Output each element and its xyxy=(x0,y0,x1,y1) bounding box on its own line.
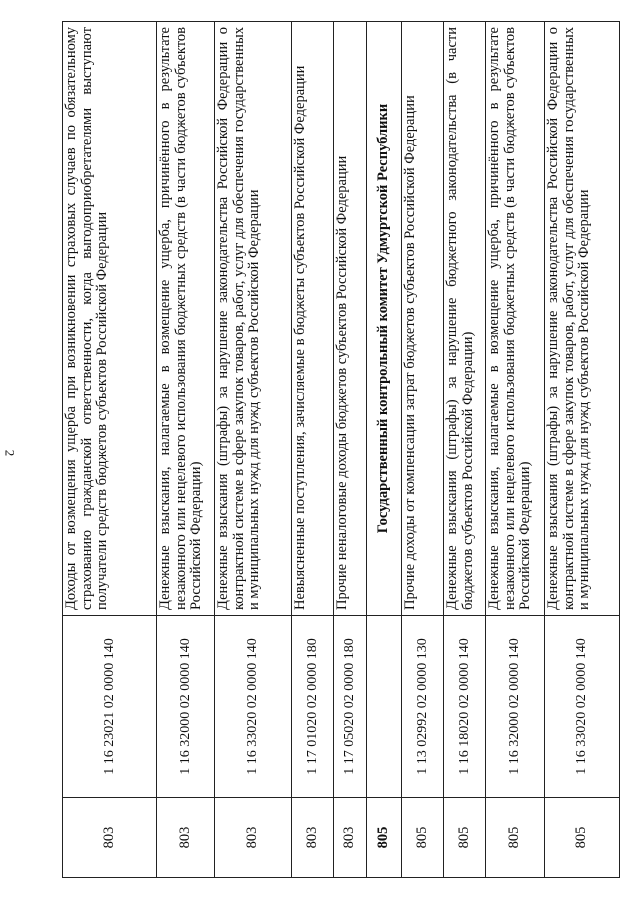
table-header-row xyxy=(367,22,402,878)
page-number: 2 xyxy=(2,449,18,457)
revenue-code-cell: 1 16 32000 02 0000 140 xyxy=(157,616,215,798)
admin-code-cell: 803 xyxy=(292,798,334,878)
table-row xyxy=(444,22,486,878)
admin-code-cell: 803 xyxy=(63,798,157,878)
table-row xyxy=(157,22,215,878)
table-row xyxy=(63,22,157,878)
revenue-name-cell: Государственный контрольный комитет Удмуртской Республики xyxy=(367,22,402,616)
table-row xyxy=(486,22,545,878)
revenue-code-cell: 1 16 33020 02 0000 140 xyxy=(545,616,620,798)
revenue-code-cell: 1 13 02992 02 0000 130 xyxy=(402,616,444,798)
table-row xyxy=(292,22,334,878)
revenue-code-cell: 1 17 05020 02 0000 180 xyxy=(334,616,367,798)
revenue-name-cell: Денежные взыскания, налагаемые в возмещение ущерба, причинённого в результате незаконного или нецелевого использования бюджетных средств (в части бюджетов субъектов Российской Федерации) xyxy=(157,22,215,616)
revenue-code-cell: 1 16 18020 02 0000 140 xyxy=(444,616,486,798)
rotated-table-container xyxy=(62,22,593,878)
revenue-code-cell: 1 16 32000 02 0000 140 xyxy=(486,616,545,798)
admin-code-cell: 805 xyxy=(486,798,545,878)
table-row xyxy=(545,22,620,878)
table-body xyxy=(63,22,620,878)
revenue-name-cell: Прочие неналоговые доходы бюджетов субъектов Российской Федерации xyxy=(334,22,367,616)
admin-code-cell: 805 xyxy=(545,798,620,878)
revenue-code-cell: 1 17 01020 02 0000 180 xyxy=(292,616,334,798)
revenue-name-cell: Прочие доходы от компенсации затрат бюджетов субъектов Российской Федерации xyxy=(402,22,444,616)
admin-code-cell: 803 xyxy=(334,798,367,878)
revenue-name-cell: Денежные взыскания, налагаемые в возмещение ущерба, причинённого в результате незаконного или нецелевого использования бюджетных средств (в части бюджетов субъектов Российской Федерации) xyxy=(486,22,545,616)
revenue-name-cell: Невыясненные поступления, зачисляемые в бюджеты субъектов Российской Федерации xyxy=(292,22,334,616)
table-row xyxy=(402,22,444,878)
admin-code-cell: 805 xyxy=(444,798,486,878)
admin-code-cell: 805 xyxy=(367,798,402,878)
revenue-name-cell: Доходы от возмещения ущерба при возникновении страховых случаев по обязательному страхованию гражданской ответственности, когда выгодоприобретателями выступают получатели средств бюджетов субъектов Российской Федерации xyxy=(63,22,157,616)
revenue-name-cell: Денежные взыскания (штрафы) за нарушение законодательства Российской Федерации о контрактной системе в сфере закупок товаров, работ, услуг для обеспечения государственных и муниципальных нужд для нужд субъектов Российской Федерации xyxy=(215,22,292,616)
admin-code-cell: 805 xyxy=(402,798,444,878)
revenue-name-cell: Денежные взыскания (штрафы) за нарушение законодательства Российской Федерации о контрактной системе в сфере закупок товаров, работ, услуг для обеспечения государственных и муниципальных нужд для нужд субъектов Российской Федерации xyxy=(545,22,620,616)
revenue-name-cell: Денежные взыскания (штрафы) за нарушение бюджетного законодательства (в части бюджетов субъектов Российской Федерации) xyxy=(444,22,486,616)
revenue-code-cell: 1 16 23021 02 0000 140 xyxy=(63,616,157,798)
revenue-code-cell xyxy=(367,616,402,798)
revenue-admin-table xyxy=(62,21,620,878)
table-row xyxy=(215,22,292,878)
admin-code-cell: 803 xyxy=(215,798,292,878)
revenue-code-cell: 1 16 33020 02 0000 140 xyxy=(215,616,292,798)
table-row xyxy=(334,22,367,878)
admin-code-cell: 803 xyxy=(157,798,215,878)
